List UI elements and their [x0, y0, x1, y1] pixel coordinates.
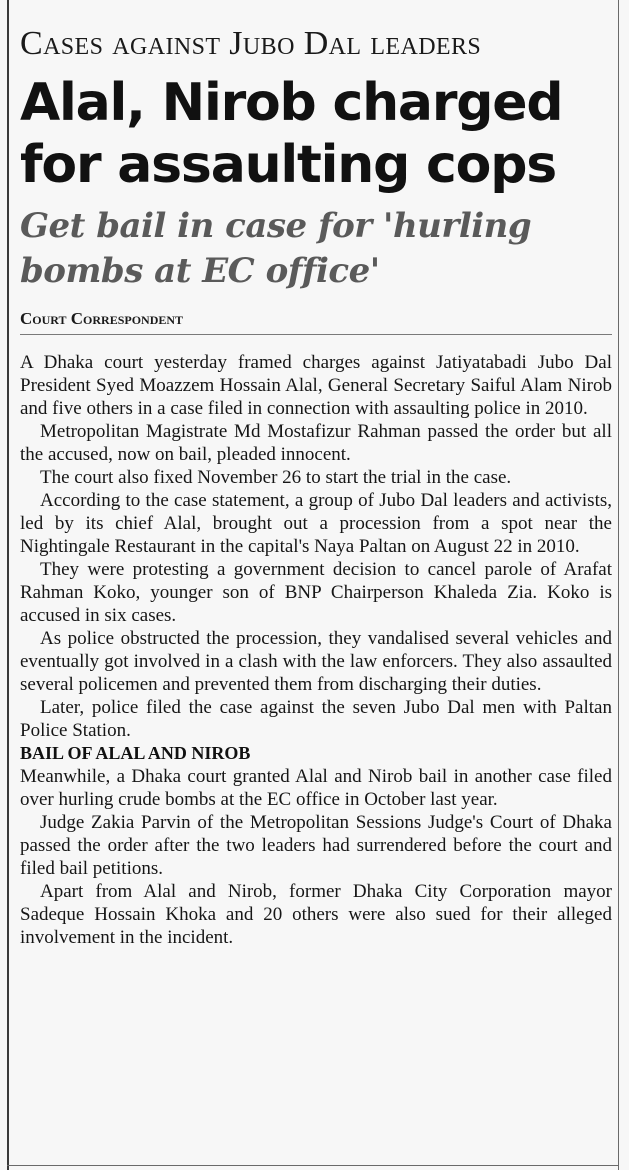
column-rule-right — [618, 0, 619, 1170]
paragraph: They were protesting a government decision to cancel parole of Arafat Rahman Koko, younger son of BNP Chairperson Khaleda Zia. Koko is accused in six cases. — [20, 559, 612, 626]
byline: Court Correspondent — [20, 308, 612, 335]
paragraph: The court also fixed November 26 to start the trial in the case. — [40, 467, 512, 488]
kicker: Cases against Jubo Dal leaders — [20, 25, 482, 62]
paragraph: A Dhaka court yesterday framed charges against Jatiyatabadi Jubo Dal President Syed Moazzem Hossain Alal, General Secretary Saiful Alam Nirob and five others in a case filed in connection with assaulting police in 2010. — [20, 352, 612, 419]
section-subhead: BAIL OF ALAL AND NIROB — [20, 743, 251, 763]
article-body — [20, 351, 612, 949]
column-rule-left — [7, 0, 9, 1170]
article — [20, 22, 612, 949]
paragraph: Later, police filed the case against the seven Jubo Dal men with Paltan Police Station. — [20, 697, 612, 741]
paragraph: Metropolitan Magistrate Md Mostafizur Rahman passed the order but all the accused, now on bail, pleaded innocent. — [20, 421, 612, 465]
paragraph: As police obstructed the procession, they vandalised several vehicles and eventually got involved in a clash with the law enforcers. They also assaulted several policemen and prevented them from discharging their duties. — [20, 628, 612, 695]
column-rule-bottom — [7, 1165, 619, 1166]
headline: Alal, Nirob charged for assaulting cops — [20, 73, 563, 195]
deck-subheadline: Get bail in case for 'hurling bombs at EC office' — [20, 206, 532, 291]
paragraph: Judge Zakia Parvin of the Metropolitan Sessions Judge's Court of Dhaka passed the order after the two leaders had surrendered before the court and filed bail petitions. — [20, 812, 612, 879]
paragraph: Apart from Alal and Nirob, former Dhaka City Corporation mayor Sadeque Hossain Khoka and 20 others were also sued for their alleged involvement in the incident. — [20, 881, 612, 948]
paragraph: Meanwhile, a Dhaka court granted Alal and Nirob bail in another case filed over hurling crude bombs at the EC office in October last year. — [20, 766, 612, 810]
paragraph: According to the case statement, a group of Jubo Dal leaders and activists, led by its chief Alal, brought out a procession from a spot near the Nightingale Restaurant in the capital's Naya Paltan on August 22 in 2010. — [20, 490, 612, 557]
